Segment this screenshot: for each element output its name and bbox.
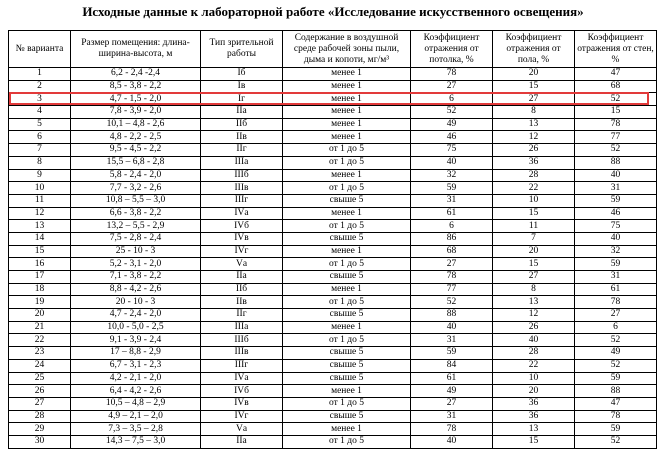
table-cell: 26 [493,321,575,334]
table-cell: 26 [493,144,575,157]
table-cell: 27 [493,271,575,284]
table-cell: 11 [9,194,71,207]
table-cell: менее 1 [283,169,411,182]
table-cell: 15 [493,207,575,220]
table-cell: 40 [411,435,493,448]
column-header: Содержание в воздушной среде рабочей зоны пыли, дыма и копоти, мг/м³ [283,31,411,68]
table-cell: менее 1 [283,283,411,296]
table-row [9,106,657,119]
table-cell: 7,5 - 2,8 - 2,4 [71,232,201,245]
table-row [9,68,657,81]
table-cell: 6,7 - 3,1 - 2,3 [71,359,201,372]
table-cell: 30 [9,435,71,448]
table-cell: 15,5 – 6,8 - 2,8 [71,156,201,169]
table-cell: 20 - 10 - 3 [71,296,201,309]
table-cell: 13 [493,296,575,309]
table-cell: IIIб [201,334,283,347]
table-cell: 9,5 - 4,5 - 2,2 [71,144,201,157]
table-cell: 2 [9,80,71,93]
table-cell: 20 [493,385,575,398]
table-cell: 20 [493,68,575,81]
table-cell: 47 [575,68,657,81]
table-cell: менее 1 [283,93,411,106]
column-header: Размер помещения: длина-ширина-высота, м [71,31,201,68]
table-cell: 52 [575,435,657,448]
table-cell: IVв [201,232,283,245]
table-cell: IIIб [201,169,283,182]
table-cell: 4,9 – 2,1 – 2,0 [71,410,201,423]
table-cell: свыше 5 [283,194,411,207]
table-cell: 78 [575,118,657,131]
table-cell: Iб [201,68,283,81]
table-cell: от 1 до 5 [283,144,411,157]
table-cell: IIIв [201,347,283,360]
table-cell: 4,7 - 1,5 - 2,0 [71,93,201,106]
table-cell: 61 [411,207,493,220]
table-cell: 15 [493,435,575,448]
table-cell: от 1 до 5 [283,435,411,448]
table-cell: 8,5 - 3,8 - 2,2 [71,80,201,93]
table-cell: 13 [493,118,575,131]
variants-table [8,30,657,449]
table-cell: 28 [9,410,71,423]
table-cell: от 1 до 5 [283,156,411,169]
table-cell: 4 [9,106,71,119]
table-cell: 27 [9,397,71,410]
table-cell: 7,8 - 3,9 - 2,0 [71,106,201,119]
table-row [9,423,657,436]
table-cell: 7,7 - 3,2 - 2,6 [71,182,201,195]
table-cell: 7 [493,232,575,245]
table-header [9,31,657,68]
table-cell: 88 [411,309,493,322]
column-header: № варианта [9,31,71,68]
table-cell: менее 1 [283,106,411,119]
table-cell: 77 [411,283,493,296]
table-row [9,232,657,245]
table-cell: IVг [201,410,283,423]
table-cell: IVв [201,397,283,410]
table-cell: от 1 до 5 [283,296,411,309]
table-cell: 88 [575,385,657,398]
table-cell: 36 [493,397,575,410]
table-cell: 78 [575,296,657,309]
page-title: Исходные данные к лабораторной работе «Исследование искусственного освещения» [82,4,584,19]
table-cell: 19 [9,296,71,309]
table-cell: IIб [201,283,283,296]
table-cell: IVа [201,207,283,220]
table-row [9,372,657,385]
table-cell: 4,2 - 2,1 - 2,0 [71,372,201,385]
table-cell: IIг [201,309,283,322]
table-cell: 15 [9,245,71,258]
table-cell: 31 [575,271,657,284]
table-cell: 31 [411,194,493,207]
table-cell: Vа [201,423,283,436]
table-row [9,410,657,423]
table-cell: 3 [9,93,71,106]
table-row [9,347,657,360]
table-cell: 1 [9,68,71,81]
table-cell: свыше 5 [283,347,411,360]
table-cell: IIб [201,118,283,131]
table-row [9,118,657,131]
table-row [9,258,657,271]
table-cell: 13 [493,423,575,436]
table-cell: 52 [411,106,493,119]
table-row [9,207,657,220]
table-cell: IIIв [201,182,283,195]
table-cell: 21 [9,321,71,334]
table-cell: 8 [9,156,71,169]
table-cell: 16 [9,258,71,271]
table-cell: 14,3 – 7,5 – 3,0 [71,435,201,448]
table-cell: 49 [411,385,493,398]
table-cell: IIIа [201,321,283,334]
table-cell: 12 [493,309,575,322]
table-body [9,68,657,449]
table-cell: IIIг [201,194,283,207]
table-cell: IIг [201,144,283,157]
table-cell: 27 [411,258,493,271]
table-cell: 22 [493,359,575,372]
table-row [9,182,657,195]
table-cell: 36 [493,156,575,169]
table-cell: 88 [575,156,657,169]
table-cell: 40 [411,156,493,169]
table-cell: 15 [575,106,657,119]
table-cell: 5,2 - 3,1 - 2,0 [71,258,201,271]
table-cell: 14 [9,232,71,245]
table-cell: 10,1 – 4,8 - 2,6 [71,118,201,131]
table-cell: свыше 5 [283,271,411,284]
table-cell: 17 [9,271,71,284]
table-cell: 52 [575,144,657,157]
table-row [9,80,657,93]
table-cell: 5 [9,118,71,131]
table-cell: 27 [575,309,657,322]
table-cell: 7,3 – 3,5 – 2,8 [71,423,201,436]
table-cell: 52 [575,93,657,106]
table-cell: 61 [575,283,657,296]
table-cell: 75 [411,144,493,157]
table-cell: 77 [575,131,657,144]
table-cell: 10,8 – 5,5 – 3,0 [71,194,201,207]
table-cell: IVб [201,385,283,398]
table-cell: 20 [9,309,71,322]
table-cell: 11 [493,220,575,233]
table-cell: 18 [9,283,71,296]
table-cell: 52 [575,334,657,347]
table-cell: 8,8 - 4,2 - 2,6 [71,283,201,296]
table-cell: 78 [411,271,493,284]
table-row [9,359,657,372]
table-cell: 27 [411,80,493,93]
table-cell: 4,8 - 2,2 - 2,5 [71,131,201,144]
table-row [9,283,657,296]
table-cell: от 1 до 5 [283,258,411,271]
table-cell: 12 [9,207,71,220]
table-cell: 61 [411,372,493,385]
table-row [9,194,657,207]
table-cell: 9,1 - 3,9 - 2,4 [71,334,201,347]
table-cell: 13 [9,220,71,233]
table-cell: 47 [575,397,657,410]
table-cell: 29 [9,423,71,436]
table-row [9,397,657,410]
table-cell: IIв [201,296,283,309]
table-cell: 40 [411,321,493,334]
table-row [9,131,657,144]
table-row [9,220,657,233]
table-row [9,334,657,347]
table-cell: IVг [201,245,283,258]
table-row [9,296,657,309]
column-header: Коэффициент отражения от пола, % [493,31,575,68]
table-cell: менее 1 [283,118,411,131]
table-cell: 59 [411,182,493,195]
table-row [9,321,657,334]
table-cell: 26 [9,385,71,398]
table-cell: 52 [411,296,493,309]
table-cell: 27 [411,397,493,410]
table-cell: менее 1 [283,385,411,398]
table-cell: 40 [575,169,657,182]
table-row [9,309,657,322]
table-cell: 75 [575,220,657,233]
table-cell: 32 [411,169,493,182]
table-cell: 10,5 – 4,8 – 2,9 [71,397,201,410]
table-cell: 31 [575,182,657,195]
table-cell: 49 [575,347,657,360]
table-cell: IIIа [201,156,283,169]
table-cell: 40 [575,232,657,245]
column-header: Тип зрительной работы [201,31,283,68]
table-cell: 28 [493,347,575,360]
table-row [9,385,657,398]
table-cell: 7,1 - 3,8 - 2,2 [71,271,201,284]
table-cell: 78 [575,410,657,423]
table-row [9,435,657,448]
table-cell: менее 1 [283,321,411,334]
column-header: Коэффициент отражения от стен, % [575,31,657,68]
table-cell: 52 [575,359,657,372]
table-cell: 17 – 8,8 - 2,9 [71,347,201,360]
table-cell: 84 [411,359,493,372]
table-cell: 46 [411,131,493,144]
table-cell: 28 [493,169,575,182]
table-cell: 6,4 - 4,2 - 2,6 [71,385,201,398]
table-cell: свыше 5 [283,232,411,245]
table-cell: 8 [493,106,575,119]
table-cell: 78 [411,68,493,81]
table-cell: от 1 до 5 [283,220,411,233]
table-cell: 6,2 - 2,4 -2,4 [71,68,201,81]
table-cell: 6 [411,93,493,106]
table-cell: 10 [493,372,575,385]
table-cell: IIа [201,435,283,448]
table-cell: менее 1 [283,423,411,436]
table-cell: 4,7 - 2,4 - 2,0 [71,309,201,322]
table-cell: 15 [493,258,575,271]
table-cell: 23 [9,347,71,360]
table-cell: IIв [201,131,283,144]
table-cell: 86 [411,232,493,245]
table-cell: от 1 до 5 [283,182,411,195]
table-cell: 36 [493,410,575,423]
table-row [9,93,657,106]
table-cell: IIа [201,106,283,119]
table-cell: 6,6 - 3,8 - 2,2 [71,207,201,220]
table-cell: 6 [575,321,657,334]
table-row [9,169,657,182]
table-cell: 68 [411,245,493,258]
table-cell: 31 [411,410,493,423]
table-cell: 5,8 - 2,4 - 2,0 [71,169,201,182]
table-cell: 32 [575,245,657,258]
table-cell: свыше 5 [283,359,411,372]
table-cell: 10 [9,182,71,195]
table-row [9,144,657,157]
table-row [9,156,657,169]
table-cell: 6 [411,220,493,233]
table-cell: менее 1 [283,207,411,220]
table-cell: 31 [411,334,493,347]
table-cell: свыше 5 [283,372,411,385]
table-cell: 78 [411,423,493,436]
table-cell: 59 [575,372,657,385]
table-cell: IVб [201,220,283,233]
table-cell: IVа [201,372,283,385]
table-cell: 9 [9,169,71,182]
table-cell: 59 [575,194,657,207]
table-cell: Iг [201,93,283,106]
table-cell: 13,2 – 5,5 - 2,9 [71,220,201,233]
table-cell: 10,0 - 5,0 - 2,5 [71,321,201,334]
table-cell: менее 1 [283,131,411,144]
table-cell: 46 [575,207,657,220]
table-cell: 12 [493,131,575,144]
table-row [9,271,657,284]
table-cell: 59 [575,258,657,271]
table-cell: менее 1 [283,68,411,81]
table-cell: Iв [201,80,283,93]
table-cell: 15 [493,80,575,93]
table-cell: 10 [493,194,575,207]
table-cell: 59 [411,347,493,360]
table-cell: 8 [493,283,575,296]
table-cell: IIа [201,271,283,284]
table-cell: 27 [493,93,575,106]
table-cell: 25 - 10 - 3 [71,245,201,258]
table-cell: менее 1 [283,80,411,93]
table-cell: менее 1 [283,245,411,258]
table-cell: 7 [9,144,71,157]
table-cell: Vа [201,258,283,271]
table-cell: свыше 5 [283,410,411,423]
table-cell: 22 [9,334,71,347]
table-row [9,245,657,258]
table-cell: 40 [493,334,575,347]
table-cell: свыше 5 [283,309,411,322]
table-cell: 6 [9,131,71,144]
table-cell: 22 [493,182,575,195]
table-cell: 20 [493,245,575,258]
table-cell: от 1 до 5 [283,334,411,347]
table-cell: от 1 до 5 [283,397,411,410]
column-header: Коэффициент отражения от потолка, % [411,31,493,68]
table-cell: 24 [9,359,71,372]
table-cell: 59 [575,423,657,436]
table-cell: 25 [9,372,71,385]
table-cell: 68 [575,80,657,93]
table-cell: IIIг [201,359,283,372]
table-cell: 49 [411,118,493,131]
